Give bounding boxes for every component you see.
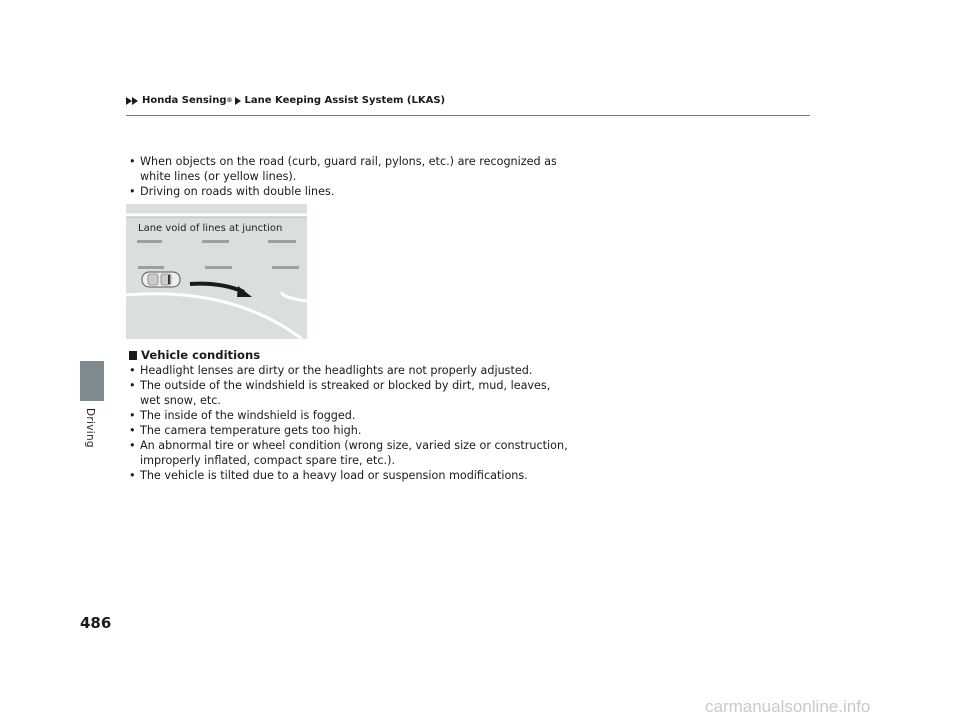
header-rule [126,115,810,116]
registered-mark: ® [226,97,233,104]
page-number: 486 [80,614,112,632]
watermark: carmanualsonline.info [705,697,871,716]
breadcrumb [126,95,445,106]
list-item: • When objects on the road (curb, guard rail, pylons, etc.) are recognized as white lines (or yellow lines). [129,154,569,184]
list-item: • The camera temperature gets too high. [129,423,569,438]
section-heading [129,348,260,362]
list-item: • An abnormal tire or wheel condition (wrong size, varied size or construction, improperly inflated, compact spare tire, etc.). [129,438,569,468]
square-bullet-icon [129,351,137,360]
illustration-label: Lane void of lines at junction [138,223,283,234]
car-icon [142,272,180,287]
lane-junction-illustration [126,204,307,339]
breadcrumb-item-lkas[interactable]: Lane Keeping Assist System (LKAS) [244,95,446,106]
list-item: • The inside of the windshield is fogged. [129,408,569,423]
chapter-tab[interactable] [80,361,104,401]
breadcrumb-item-honda-sensing[interactable]: Honda Sensing [142,95,227,106]
double-arrow-icon [126,97,139,105]
vehicle-conditions-list [129,363,569,483]
list-item: • Driving on roads with double lines. [129,184,569,199]
list-item: • The vehicle is tilted due to a heavy load or suspension modifications. [129,468,569,483]
list-item: • Headlight lenses are dirty or the headlights are not properly adjusted. [129,363,569,378]
section-heading-text: Vehicle conditions [141,348,261,362]
list-item: • The outside of the windshield is streaked or blocked by dirt, mud, leaves, wet snow, etc. [129,378,569,408]
arrow-icon [235,97,242,105]
chapter-label: Driving [84,408,96,448]
top-bullet-list [129,154,569,199]
